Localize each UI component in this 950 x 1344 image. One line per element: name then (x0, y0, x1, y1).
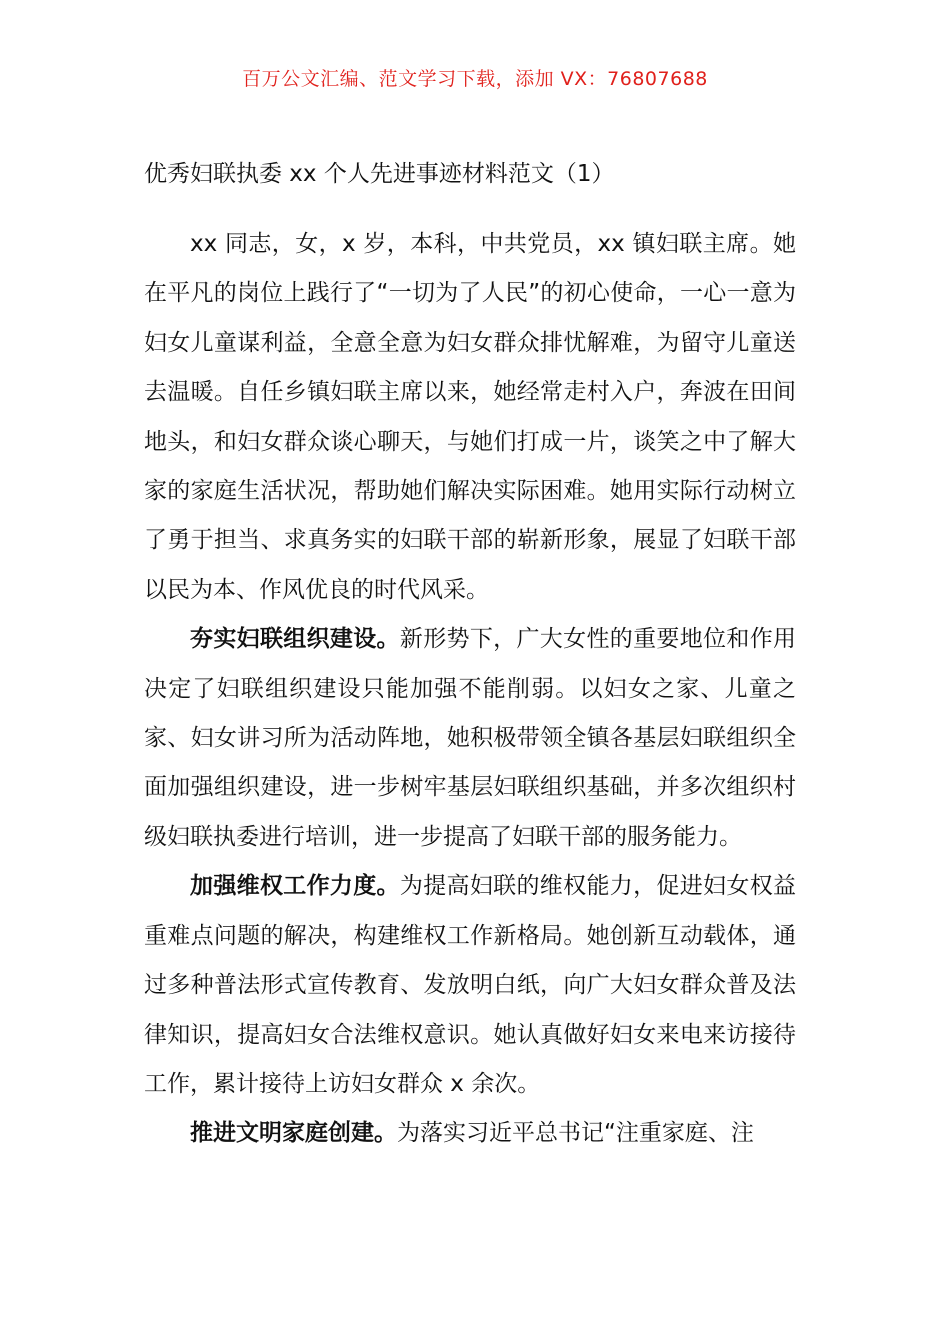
paragraph-lead: 夯实妇联组织建设。 (190, 626, 400, 653)
paragraph-text: 新形势下，广大女性的重要地位和作用决定了妇联组织建设只能加强不能削弱。以妇女之家、儿童之家、妇女讲习所为活动阵地，她积极带领全镇各基层妇联组织全面加强组织建设，进一步树牢基层妇联组织基础，并多次组织村级妇联执委进行培训，进一步提高了妇联干部的服务能力。 (144, 626, 797, 850)
watermark-header: 百万公文汇编、范文学习下载，添加 VX：76807688 (242, 68, 708, 90)
paragraph-lead: 推进文明家庭创建。 (190, 1120, 397, 1147)
paragraph-lead: 加强维权工作力度。 (190, 873, 400, 900)
paragraph-text: 为落实习近平总书记“注重家庭、注 (397, 1120, 754, 1147)
paragraph-intro (144, 220, 796, 615)
paragraph-rights (144, 862, 796, 1109)
document-title: 优秀妇联执委 xx 个人先进事迹材料范文（1） (144, 161, 615, 187)
paragraph-family (144, 1109, 796, 1158)
document-body (144, 220, 796, 1159)
paragraph-text: xx 同志，女，x 岁，本科，中共党员，xx 镇妇联主席。她在平凡的岗位上践行了“一切为了人民”的初心使命，一心一意为妇女儿童谋利益，全意全意为妇女群众排忧解难，为留守儿童送去温暖。自任乡镇妇联主席以来，她经常走村入户，奔波在田间地头，和妇女群众谈心聊天，与她们打成一片，谈笑之中了解大家的家庭生活状况，帮助她们解决实际困难。她用实际行动树立了勇于担当、求真务实的妇联干部的崭新形象，展显了妇联干部以民为本、作风优良的时代风采。 (144, 231, 796, 603)
paragraph-text: 为提高妇联的维权能力，促进妇女权益重难点问题的解决，构建维权工作新格局。她创新互动载体，通过多种普法形式宣传教育、发放明白纸，向广大妇女群众普及法律知识，提高妇女合法维权意识。她认真做好妇女来电来访接待工作，累计接待上访妇女群众 x 余次。 (144, 873, 797, 1097)
paragraph-organization (144, 615, 796, 862)
